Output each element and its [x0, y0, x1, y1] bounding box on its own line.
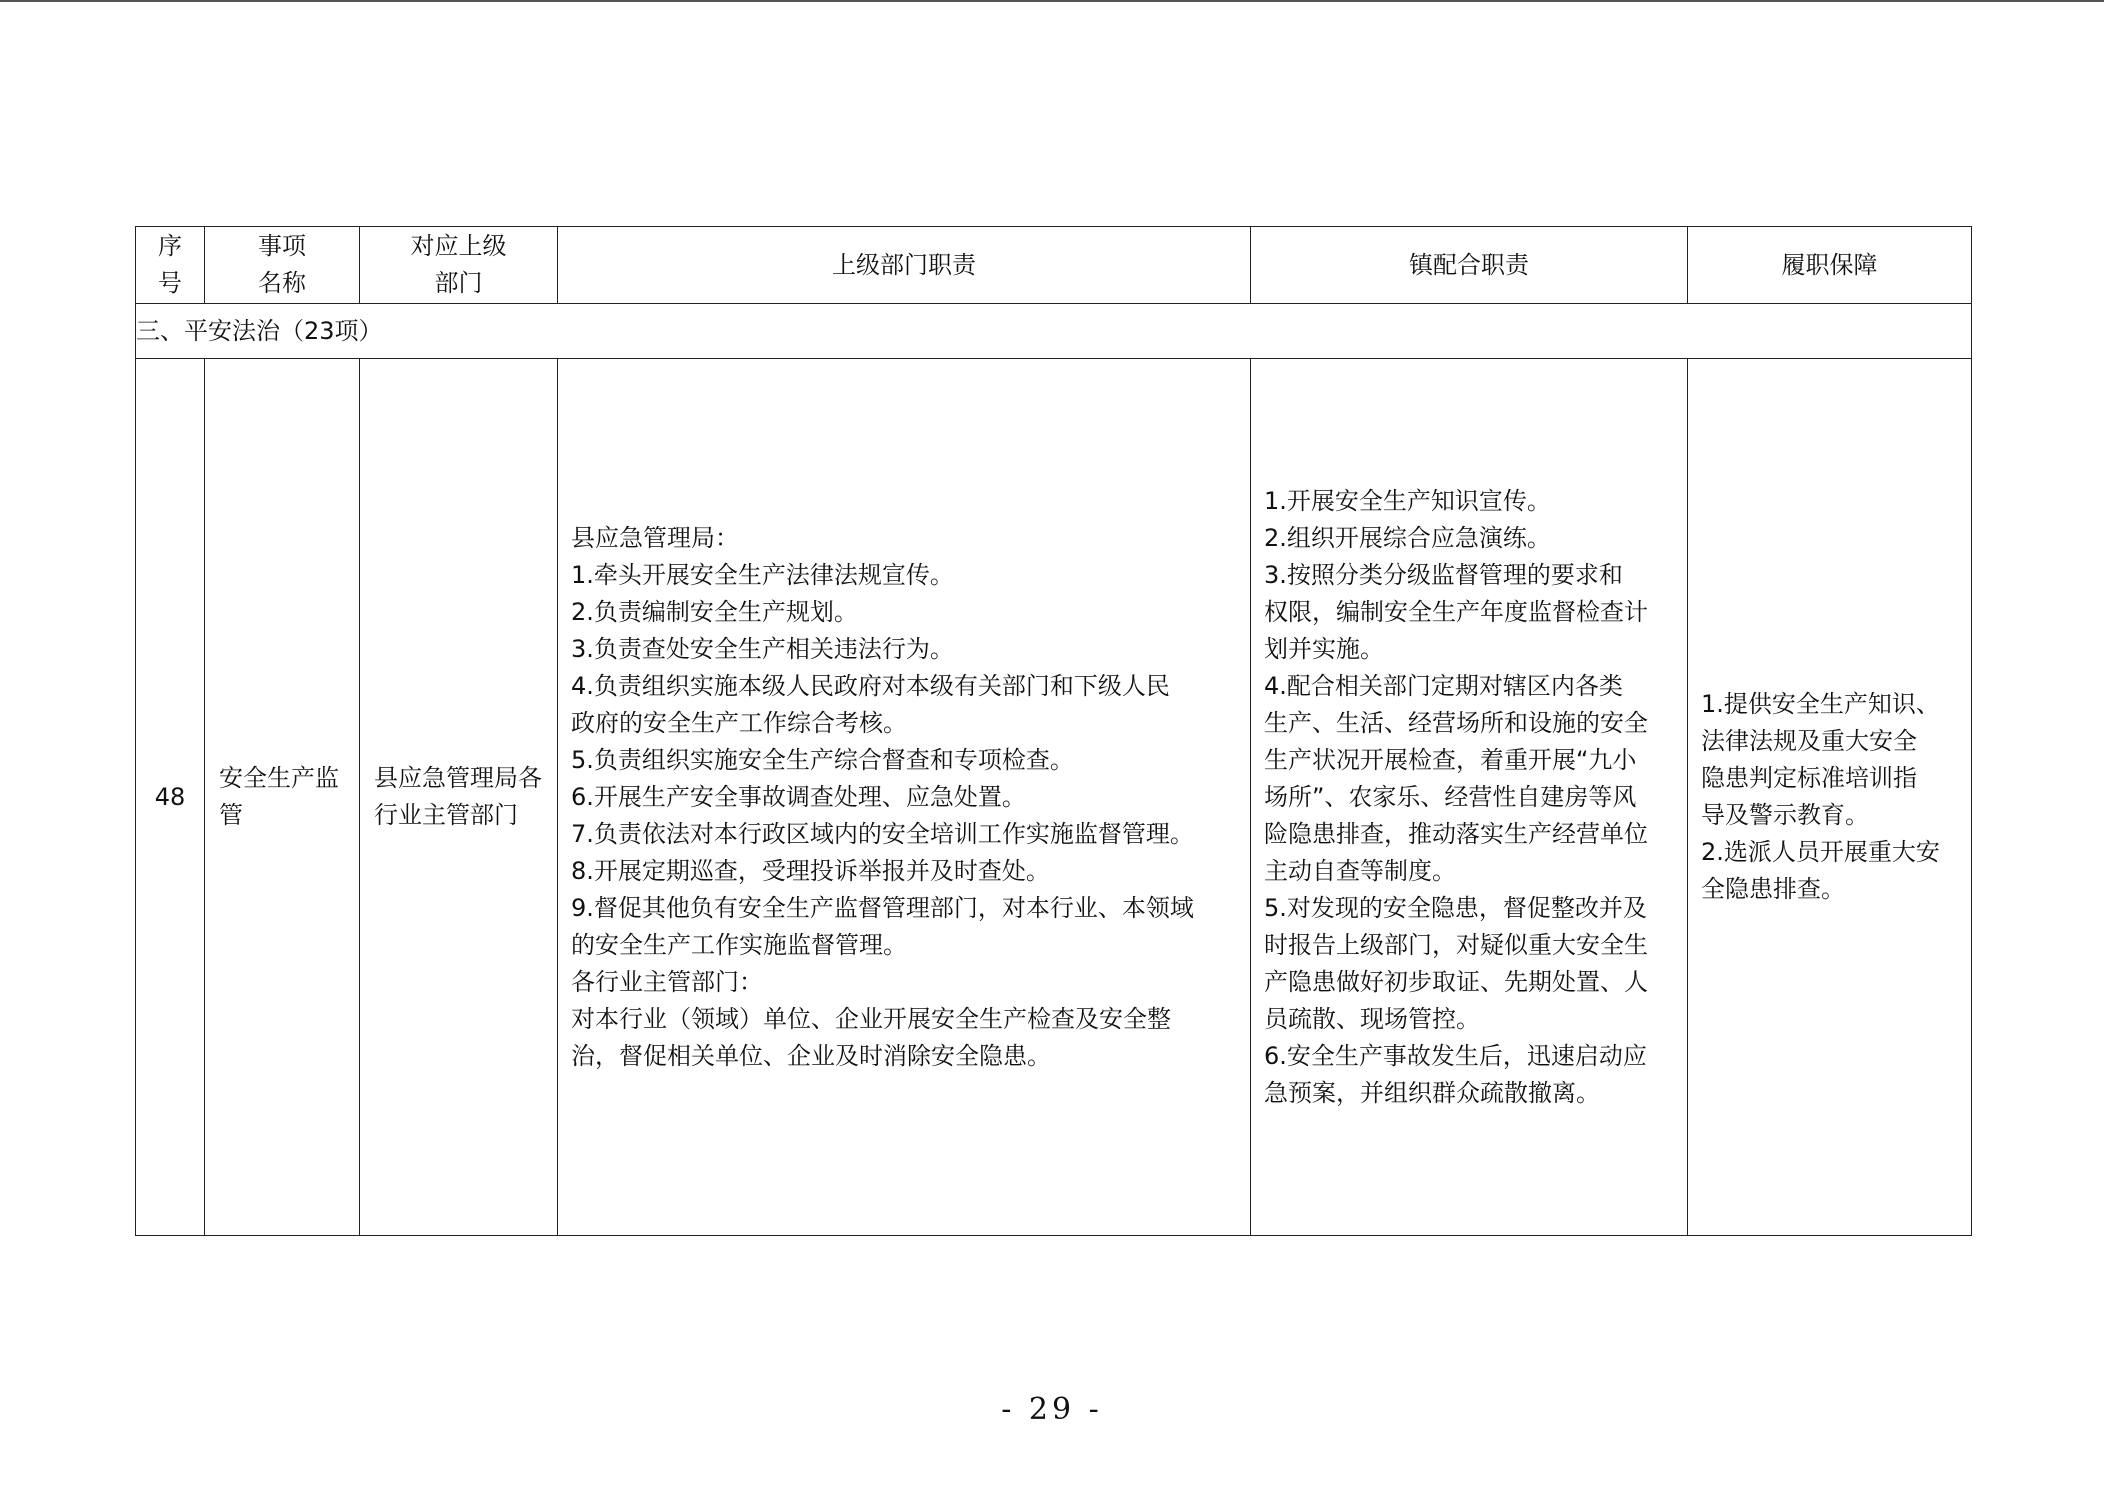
- town-duty-line: 权限，编制安全生产年度监督检查计: [1264, 597, 1648, 626]
- guarantee-line: 导及警示教育。: [1701, 801, 1869, 829]
- upper-duty-line: 2.负责编制安全生产规划。: [571, 597, 858, 626]
- upper-duty-line: 1.牵头开展安全生产法律法规宣传。: [571, 560, 954, 589]
- town-duty-line: 急预案，并组织群众疏散撤离。: [1264, 1078, 1600, 1107]
- upper-duty-line: 的安全生产工作实施监督管理。: [571, 930, 907, 959]
- upper-duty-line: 对本行业（领域）单位、企业开展安全生产检查及安全整: [571, 1004, 1171, 1033]
- town-duty-line: 4.配合相关部门定期对辖区内各类: [1264, 671, 1623, 700]
- guarantee-line: 隐患判定标准培训指: [1701, 764, 1917, 792]
- upper-duty-line: 4.负责组织实施本级人民政府对本级有关部门和下级人民: [571, 671, 1170, 700]
- cell-upper-duty: [558, 359, 1251, 1236]
- section-title: 三、平安法治（23项）: [136, 304, 1972, 359]
- cell-guarantee: [1688, 359, 1972, 1236]
- header-upper-dept-line-1: 对应上级: [410, 232, 507, 260]
- town-duty-line: 场所”、农家乐、经营性自建房等风: [1264, 782, 1637, 811]
- upper-duty-line: 8.开展定期巡查，受理投诉举报并及时查处。: [571, 856, 1050, 885]
- town-duty-line: 1.开展安全生产知识宣传。: [1264, 486, 1551, 515]
- upper-duty-line: 6.开展生产安全事故调查处理、应急处置。: [571, 782, 1026, 811]
- page-top-rule: [0, 0, 2104, 2]
- town-duty-line: 6.安全生产事故发生后，迅速启动应: [1264, 1041, 1647, 1070]
- town-duty-line: 险隐患排查，推动落实生产经营单位: [1264, 819, 1648, 848]
- town-duty-line: 生产状况开展检查，着重开展“九小: [1264, 745, 1637, 774]
- cell-seq: 48: [136, 359, 205, 1236]
- upper-duty-line: 各行业主管部门：: [571, 967, 763, 996]
- guarantee-line: 全隐患排查。: [1701, 875, 1845, 903]
- town-duty-line: 5.对发现的安全隐患，督促整改并及: [1264, 893, 1647, 922]
- guarantee-line: 法律法规及重大安全: [1701, 727, 1917, 755]
- upper-duty-line: 5.负责组织实施安全生产综合督查和专项检查。: [571, 745, 1074, 774]
- town-duty-line: 员疏散、现场管控。: [1264, 1004, 1480, 1033]
- header-town-duty: 镇配合职责: [1251, 227, 1688, 304]
- page-number: - 29 -: [1001, 1392, 1103, 1427]
- cell-item-name: [205, 359, 360, 1236]
- town-duty-line: 生产、生活、经营场所和设施的安全: [1264, 708, 1648, 737]
- header-seq-line-1: 序: [158, 232, 182, 260]
- header-guarantee: 履职保障: [1688, 227, 1972, 304]
- header-item-name-line-2: 名称: [258, 269, 306, 297]
- cell-upper-dept: [360, 359, 558, 1236]
- upper-duty-line: 9.督促其他负有安全生产监督管理部门，对本行业、本领域: [571, 893, 1194, 922]
- header-row: [136, 227, 1972, 304]
- upper-dept-text: 县应急管理局各行业主管部门: [374, 764, 542, 829]
- town-duty-line: 产隐患做好初步取证、先期处置、人: [1264, 967, 1648, 996]
- header-item-name-line-1: 事项: [258, 232, 306, 260]
- header-item-name: [205, 227, 360, 304]
- header-seq: [136, 227, 205, 304]
- table-row: [136, 359, 1972, 1236]
- guarantee-line: 1.提供安全生产知识、: [1701, 690, 1940, 718]
- guarantee-line: 2.选派人员开展重大安: [1701, 838, 1940, 866]
- town-duty-line: 3.按照分类分级监督管理的要求和: [1264, 560, 1623, 589]
- town-duty-line: 时报告上级部门，对疑似重大安全生: [1264, 930, 1648, 959]
- town-duty-line: 2.组织开展综合应急演练。: [1264, 523, 1551, 552]
- town-duty-line: 划并实施。: [1264, 634, 1384, 663]
- upper-duty-line: 县应急管理局：: [571, 523, 739, 552]
- header-upper-dept-line-2: 部门: [434, 269, 483, 297]
- upper-duty-line: 3.负责查处安全生产相关违法行为。: [571, 634, 954, 663]
- cell-town-duty: [1251, 359, 1688, 1236]
- upper-duty-line: 7.负责依法对本行政区域内的安全培训工作实施监督管理。: [571, 819, 1194, 848]
- upper-duty-line: 政府的安全生产工作综合考核。: [571, 708, 907, 737]
- item-name-text: 安全生产监管: [219, 764, 339, 829]
- town-duty-line: 主动自查等制度。: [1264, 856, 1456, 885]
- header-upper-dept: [360, 227, 558, 304]
- duty-table: [135, 226, 1972, 1236]
- header-upper-duty: 上级部门职责: [558, 227, 1251, 304]
- section-row: [136, 304, 1972, 359]
- upper-duty-line: 治，督促相关单位、企业及时消除安全隐患。: [571, 1041, 1051, 1070]
- header-seq-line-2: 号: [158, 269, 182, 297]
